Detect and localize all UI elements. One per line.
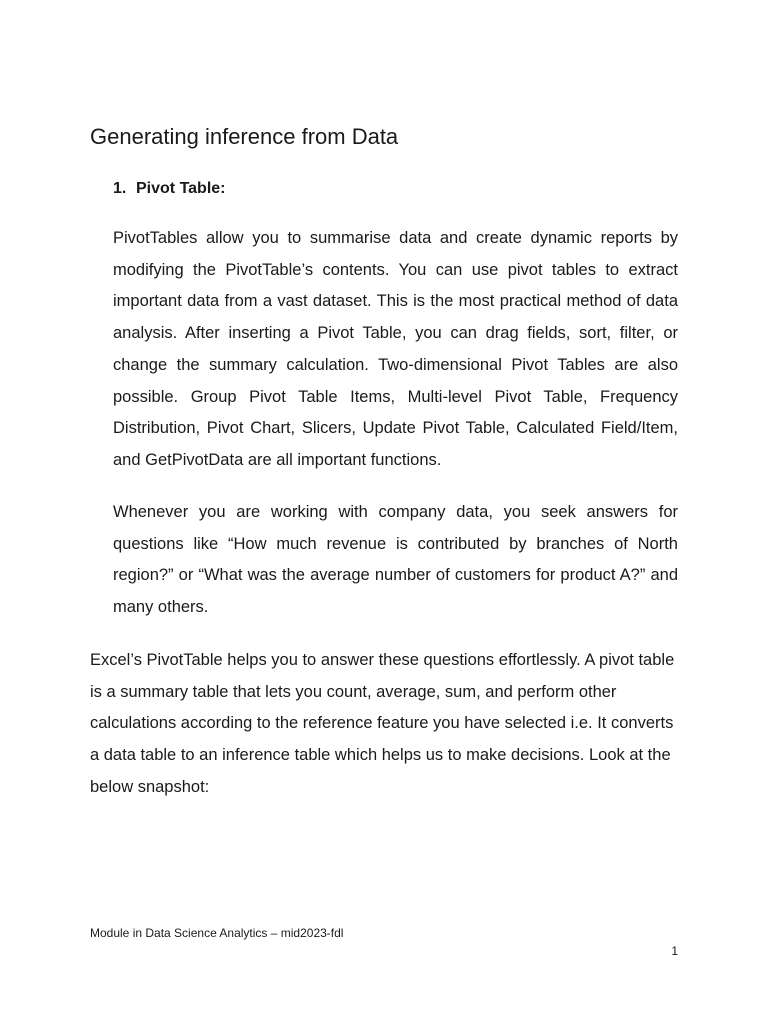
page-number: 1 <box>671 944 678 958</box>
paragraph-company-data: Whenever you are working with company data, you seek answers for questions like “How much revenue is contributed by branches of North region?” or “What was the average number of customers for product A?” and many others. <box>113 503 678 617</box>
paragraph-pivot-intro: PivotTables allow you to summarise data and create dynamic reports by modifying the PivotTable’s contents. You can use pivot tables to extract important data from a vast dataset. This is the most practical method of data analysis. After inserting a Pivot Table, you can drag fields, sort, filter, or change the summary calculation. Two-dimensional Pivot Tables are also possible. Group Pivot Table Items, Multi-level Pivot Table, Frequency Distribution, Pivot Chart, Slicers, Update Pivot Table, Calculated Field/Item, and GetPivotData are all important functions. <box>113 229 678 469</box>
section-title: Pivot Table: <box>136 180 226 197</box>
page-footer: Module in Data Science Analytics – mid2023-fdl <box>90 926 344 940</box>
page-title: Generating inference from Data <box>90 124 399 149</box>
paragraph-excel-pivottable: Excel’s PivotTable helps you to answer these questions effortlessly. A pivot table is a summary table that lets you count, average, sum, and perform other calculations according to the reference feature you have selected i.e. It converts a data table to an inference table which helps us to make decisions. Look at the below snapshot: <box>90 651 675 796</box>
section-heading <box>113 178 226 200</box>
section-number: 1. <box>113 180 127 197</box>
